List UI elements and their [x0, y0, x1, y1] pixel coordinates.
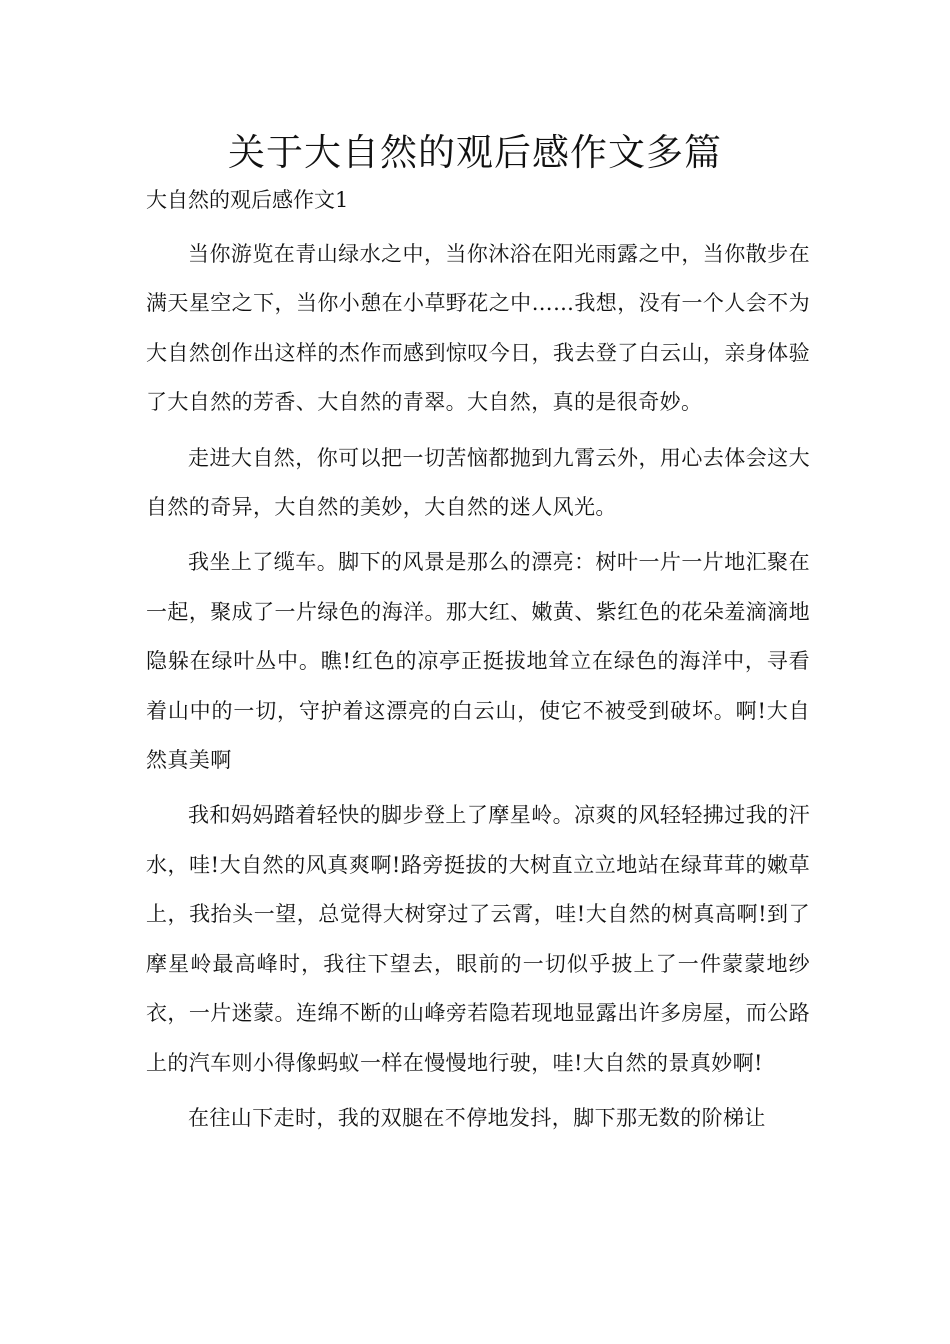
document-title: 关于大自然的观后感作文多篇 [228, 131, 722, 174]
section-heading: 大自然的观后感作文1 [146, 188, 349, 212]
paragraph-5: 在往山下走时，我的双腿在不停地发抖，脚下那无数的阶梯让 [188, 1105, 766, 1130]
paragraph-1: 当你游览在青山绿水之中，当你沐浴在阳光雨露之中，当你散步在满天星空之下，当你小憩在小草野花之中……我想，没有一个人会不为大自然创作出这样的杰作而感到惊叹今日，我去登了白云山，亲身体验了大自然的芳香、大自然的青翠。大自然，真的是很奇妙。 [146, 242, 810, 415]
document-body [146, 230, 810, 1149]
paragraph-4: 我和妈妈踏着轻快的脚步登上了摩星岭。凉爽的风轻轻拂过我的汗水，哇!大自然的风真爽啊!路旁挺拔的大树直立立地站在绿茸茸的嫩草上，我抬头一望，总觉得大树穿过了云霄，哇!大自然的树真高啊!到了摩星岭最高峰时，我往下望去，眼前的一切似乎披上了一件蒙蒙地纱衣，一片迷蒙。连绵不断的山峰旁若隐若现地显露出许多房屋，而公路上的汽车则小得像蚂蚁一样在慢慢地行驶，哇!大自然的景真妙啊! [146, 803, 810, 1075]
paragraph-2: 走进大自然，你可以把一切苦恼都抛到九霄云外，用心去体会这大自然的奇异，大自然的美妙，大自然的迷人风光。 [146, 445, 810, 520]
paragraph-3: 我坐上了缆车。脚下的风景是那么的漂亮：树叶一片一片地汇聚在一起，聚成了一片绿色的海洋。那大红、嫩黄、紫红色的花朵羞滴滴地隐躲在绿叶丛中。瞧!红色的凉亭正挺拔地耸立在绿色的海洋中，寻看着山中的一切，守护着这漂亮的白云山，使它不被受到破坏。啊!大自然真美啊 [146, 550, 810, 773]
